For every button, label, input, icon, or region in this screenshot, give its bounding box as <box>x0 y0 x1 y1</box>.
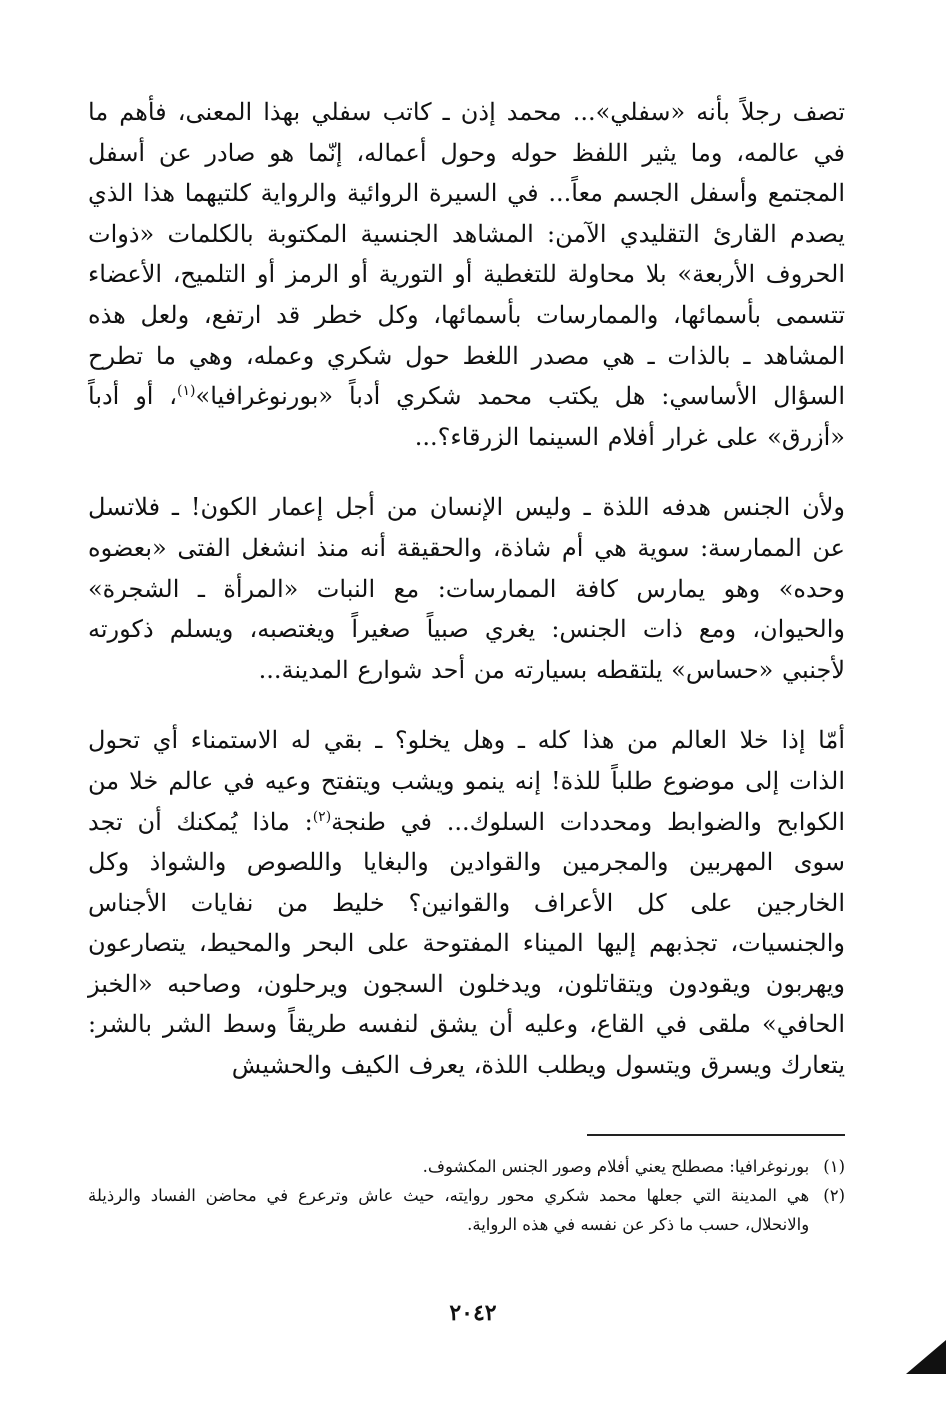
paragraph-1-text-a: تصف رجلاً بأنه «سفلي»... محمد إذن ـ كاتب سفلي بهذا المعنى، فأهم ما في عالمه، وما يثير اللفظ حوله وحول أعماله، إنّما هو صادر عن أسفل المجتمع وأسفل الجسم معاً... في السيرة الروائية والرواية كلتيهما هذا الذي يصدم القارئ التقليدي الآمن: المشاهد الجنسية المكتوبة بالكلمات «ذوات الحروف الأربعة» بلا محاولة للتغطية أو التورية أو الرمز أو التلميح، الأعضاء تتسمى بأسمائها، والممارسات بأسمائها، وكل خطر قد ارتفع، ولعل هذه المشاهد ـ بالذات ـ هي مصدر اللغط حول شكري وعمله، وهي ما تطرح السؤال الأساسي: هل يكتب محمد شكري أدباً «بورنوغرافيا» <box>88 98 846 411</box>
footnote-1 <box>88 1152 845 1181</box>
footnote-ref-2[interactable]: (٢) <box>312 808 332 825</box>
footnotes <box>88 1152 845 1239</box>
footnote-ref-1[interactable]: (١) <box>177 383 196 400</box>
paragraph-3 <box>88 720 845 1085</box>
paragraph-3-text-a: أمّا إذا خلا العالم من هذا كله ـ وهل يخلو؟ ـ بقي له الاستمناء أي تحول الذات إلى موضوع طلباً للذة! إنه ينمو ويشب ويتفتح وعيه في عالم خلا من الكوابح والضوابط ومحددات السلوك... في طنجة <box>88 726 846 836</box>
page-number: ٢٠٤٢ <box>449 1300 497 1326</box>
footnote-1-number: (١) <box>823 1157 845 1176</box>
footnote-1-text: بورنوغرافيا: مصطلح يعني أفلام وصور الجنس المكشوف. <box>422 1157 810 1176</box>
paragraph-2-text: ولأن الجنس هدفه اللذة ـ وليس الإنسان من أجل إعمار الكون! ـ فلاتسل عن الممارسة: سوية هي أم شاذة، والحقيقة أنه منذ انشغل الفتى «بعضوه وحده» وهو يمارس كافة الممارسات: مع النبات «المرأة ـ الشجرة» والحيوان، ومع ذات الجنس: يغري صبياً صغيراً ويغتصبه، ويسلم ذكورته لأجنبي «حساس» يلتقطه بسيارته من أحد شوارع المدينة... <box>88 493 845 684</box>
footnote-2-number: (٢) <box>823 1186 845 1205</box>
paragraph-3-text-b: : ماذا يُمكنك أن تجد سوى المهربين والمجرمين والقوادين والبغايا واللصوص والشواذ وكل الخارجين على كل الأعراف والقوانين؟ خليط من نفايات الأجناس والجنسيات، تجذبهم إليها الميناء المفتوحة على البحر والمحيط، يتصارعون ويهربون ويقودون ويتقاتلون، ويدخلون السجون ويرحلون، وصاحبه «الخبز الحافي» ملقى في القاع، وعليه أن يشق لنفسه طريقاً وسط الشر بالشر: يتعارك ويسرق ويتسول ويطلب اللذة، يعرف الكيف والحشيش <box>88 807 845 1080</box>
footnote-divider <box>587 1134 845 1136</box>
page-body <box>88 92 845 1086</box>
paragraph-1-text-b: ، أو أدباً «أزرق» على غرار أفلام السينما الزرقاء؟... <box>88 382 845 451</box>
footnote-2-text: هي المدينة التي جعلها محمد شكري محور روايته، حيث عاش وترعرع في محاضن الفساد والرذيلة والانحلال، حسب ما ذكر عن نفسه في هذه الرواية. <box>88 1186 810 1234</box>
footnote-2 <box>88 1181 845 1239</box>
paragraph-2 <box>88 487 845 690</box>
page-corner-mark <box>906 1340 946 1374</box>
paragraph-1 <box>88 92 845 457</box>
